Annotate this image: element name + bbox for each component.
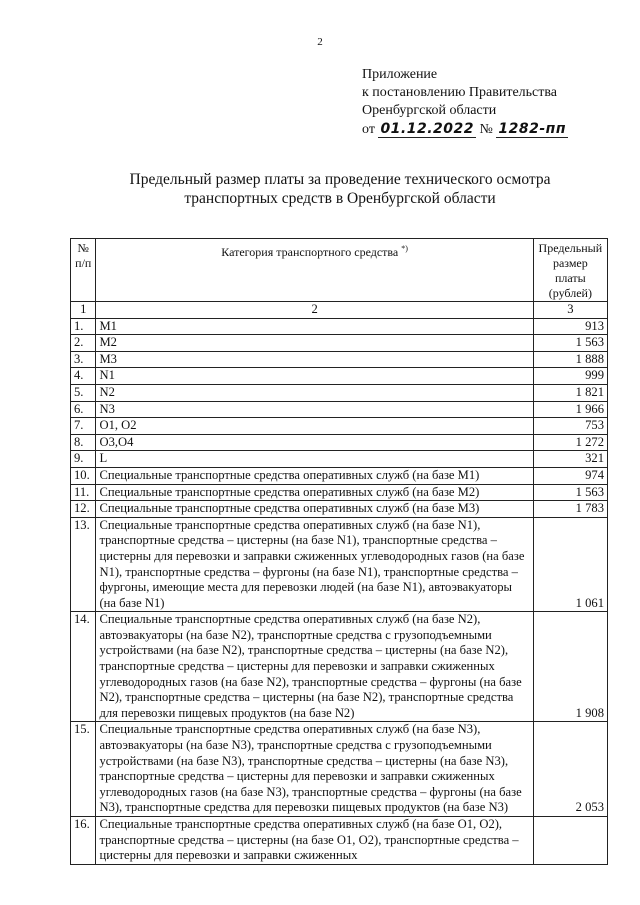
table-row bbox=[71, 451, 608, 468]
row-category: Специальные транспортные средства оперативных служб (на базе M1) bbox=[96, 467, 533, 484]
row-category: M3 bbox=[96, 351, 533, 368]
row-category: Специальные транспортные средства оперативных служб (на базе O1, O2), транспортные средства – цистерны (на базе O1, O2), транспортные средства – цистерны для перевозки и заправки сжиженных bbox=[96, 817, 533, 865]
row-price: 321 bbox=[533, 451, 607, 468]
row-number: 12. bbox=[71, 501, 96, 518]
table-row bbox=[71, 368, 608, 385]
row-price: 1 563 bbox=[533, 484, 607, 501]
row-number: 6. bbox=[71, 401, 96, 418]
row-category: Специальные транспортные средства оперативных служб (на базе N1), транспортные средства – цистерны (на базе N1), транспортные средства – цистерны для перевозки и заправки сжиженных углеводородных газов (на базе N1), транспортные средства – фургоны (на базе N1), транспортные средства – фургоны, имеющие места для перевозки людей (на базе N1), автоэвакуаторы (на базе N1) bbox=[96, 517, 533, 612]
row-price: 1 821 bbox=[533, 384, 607, 401]
header-category-label: Категория транспортного средства bbox=[221, 245, 399, 259]
row-number: 9. bbox=[71, 451, 96, 468]
row-price: 999 bbox=[533, 368, 607, 385]
row-number: 16. bbox=[71, 817, 96, 865]
title-line-1: Предельный размер платы за проведение технического осмотра bbox=[129, 171, 551, 188]
row-category: N3 bbox=[96, 401, 533, 418]
fee-table bbox=[70, 238, 608, 865]
table-row bbox=[71, 434, 608, 451]
row-price: 1 966 bbox=[533, 401, 607, 418]
row-number: 8. bbox=[71, 434, 96, 451]
row-number: 14. bbox=[71, 612, 96, 722]
from-label: от bbox=[362, 122, 375, 137]
row-number: 15. bbox=[71, 722, 96, 817]
appendix-date-line bbox=[362, 120, 568, 139]
handwritten-date: 01.12.2022 bbox=[380, 121, 475, 137]
row-number: 2. bbox=[71, 335, 96, 352]
table-row bbox=[71, 612, 608, 722]
appendix-line-3: Оренбургской области bbox=[362, 103, 497, 118]
row-number: 13. bbox=[71, 517, 96, 612]
row-category: O1, O2 bbox=[96, 418, 533, 435]
appendix-line-2: к постановлению Правительства bbox=[362, 85, 558, 100]
row-category: Специальные транспортные средства оперативных служб (на базе N3), автоэвакуаторы (на базе N3), транспортные средства с грузоподъемными устройствами (на базе N3), транспортные средства – цистерны (на базе N3), транспортные средства – цистерны для перевозки и заправки сжиженных углеводородных газов (на базе N3), транспортные средства – фургоны (на базе N3), транспортные средства для перевозки пищевых продуктов (на базе N3) bbox=[96, 722, 533, 817]
header-category bbox=[96, 239, 533, 302]
column-index-1: 1 bbox=[71, 302, 96, 319]
row-category: Специальные транспортные средства оперативных служб (на базе N2), автоэвакуаторы (на базе N2), транспортные средства с грузоподъемными устройствами (на базе N2), транспортные средства – цистерны (на базе N2), транспортные средства – цистерны для перевозки и заправки сжиженных углеводородных газов (на базе N2), транспортные средства – фургоны (на базе N2), транспортные средства – цистерны (на базе N2), транспортные средства для перевозки пищевых продуктов (на базе N2) bbox=[96, 612, 533, 722]
row-price: 1 272 bbox=[533, 434, 607, 451]
table-row bbox=[71, 501, 608, 518]
row-price bbox=[533, 817, 607, 865]
row-category: Специальные транспортные средства оперативных служб (на базе M3) bbox=[96, 501, 533, 518]
number-sign: № bbox=[479, 122, 493, 137]
table-header-row bbox=[71, 239, 608, 302]
table-row bbox=[71, 335, 608, 352]
table-row bbox=[71, 484, 608, 501]
page-number: 2 bbox=[317, 36, 323, 48]
row-number: 3. bbox=[71, 351, 96, 368]
row-price: 1 908 bbox=[533, 612, 607, 722]
column-index-row bbox=[71, 302, 608, 319]
column-index-2: 2 bbox=[96, 302, 533, 319]
row-category: N1 bbox=[96, 368, 533, 385]
appendix-line-1: Приложение bbox=[362, 67, 438, 82]
document-title bbox=[0, 170, 640, 208]
table-row bbox=[71, 351, 608, 368]
row-price: 753 bbox=[533, 418, 607, 435]
header-category-note: *) bbox=[401, 244, 408, 253]
row-price: 1 061 bbox=[533, 517, 607, 612]
row-category: L bbox=[96, 451, 533, 468]
row-category: M2 bbox=[96, 335, 533, 352]
table-row bbox=[71, 722, 608, 817]
table-row bbox=[71, 384, 608, 401]
table-row bbox=[71, 418, 608, 435]
table-body bbox=[71, 302, 608, 865]
row-category: O3,O4 bbox=[96, 434, 533, 451]
title-line-2: транспортных средств в Оренбургской области bbox=[184, 190, 496, 207]
row-number: 5. bbox=[71, 384, 96, 401]
table-row bbox=[71, 401, 608, 418]
row-price: 1 783 bbox=[533, 501, 607, 518]
row-price: 974 bbox=[533, 467, 607, 484]
row-category: Специальные транспортные средства оперативных служб (на базе M2) bbox=[96, 484, 533, 501]
appendix-block bbox=[362, 66, 568, 139]
table-row bbox=[71, 817, 608, 865]
table-row bbox=[71, 467, 608, 484]
header-num: № п/п bbox=[71, 239, 96, 302]
table-row bbox=[71, 318, 608, 335]
row-category: N2 bbox=[96, 384, 533, 401]
row-price: 1 888 bbox=[533, 351, 607, 368]
handwritten-number: 1282-пп bbox=[498, 121, 566, 137]
row-price: 2 053 bbox=[533, 722, 607, 817]
row-category: M1 bbox=[96, 318, 533, 335]
row-number: 11. bbox=[71, 484, 96, 501]
row-price: 1 563 bbox=[533, 335, 607, 352]
row-number: 10. bbox=[71, 467, 96, 484]
row-number: 4. bbox=[71, 368, 96, 385]
column-index-3: 3 bbox=[533, 302, 607, 319]
header-price: Предельный размер платы (рублей) bbox=[533, 239, 607, 302]
row-number: 1. bbox=[71, 318, 96, 335]
row-number: 7. bbox=[71, 418, 96, 435]
table-row bbox=[71, 517, 608, 612]
row-price: 913 bbox=[533, 318, 607, 335]
